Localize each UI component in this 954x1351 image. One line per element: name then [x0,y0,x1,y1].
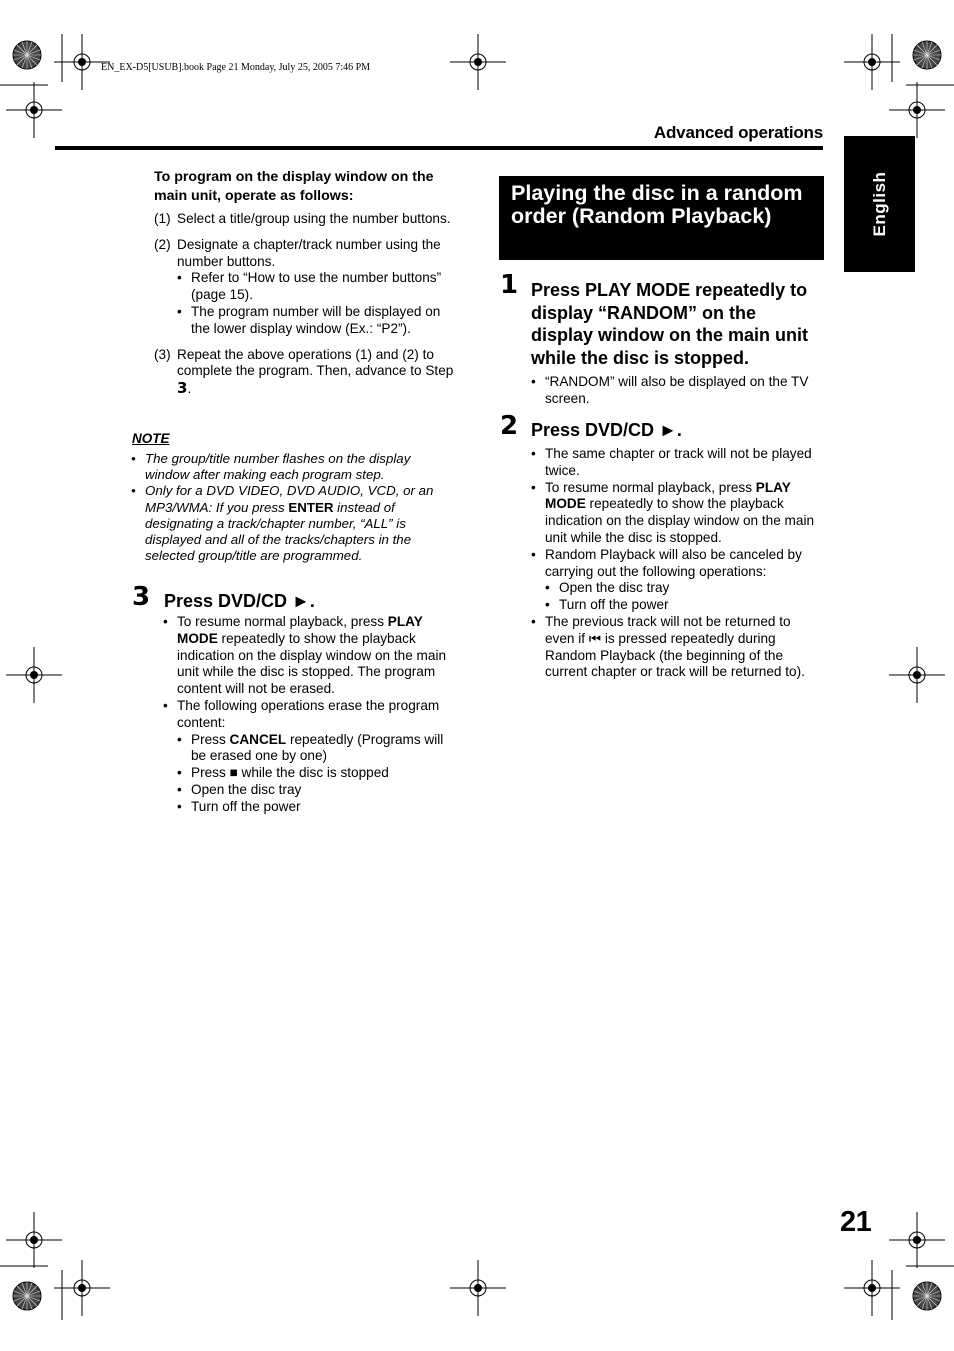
list-item: • The previous track will not be returned to even if ⏮ is pressed repeatedly during Random Playback (the beginning of the current chapter or track will be returned to). [531,613,805,680]
step-reference: 3 [177,379,188,398]
list-item: • “RANDOM” will also be displayed on the TV screen. [531,374,809,406]
program-step-number: (2) [154,236,171,252]
list-item: • The following operations erase the program content: • Press CANCEL repeatedly (Programs will be erased one by one) • Press ■ while the disc is stopped • Open the disc tray • Turn off the power [163,698,455,816]
section-title-box [499,176,824,260]
print-header: EN_EX-D5[USUB].book Page 21 Monday, July 25, 2005 7:46 PM [101,62,371,73]
program-step-number: (1) [154,211,171,226]
intro-heading: To program on the display window on the main unit, operate as follows: [154,169,434,204]
step-3-title: Press DVD/CD ►. [164,591,315,611]
section-title: Playing the disc in a random order (Random Playback) [511,181,803,228]
step-2-bullets [531,446,823,681]
sub-list-item: • Press ■ while the disc is stopped [177,765,389,781]
note-list [131,451,453,564]
step-1-title: Press PLAY MODE repeatedly to display “RANDOM” on the display window on the main unit while the disc is stopped. [531,280,809,368]
note-item: • Only for a DVD VIDEO, DVD AUDIO, VCD, or an MP3/WMA: If you press ENTER instead of designating a track/chapter number, “ALL” is displayed and all of the tracks/chapters in the selected group/title are programmed. [131,483,434,564]
step-3-bullets [163,614,455,816]
program-steps [154,211,454,398]
program-step-1 [154,211,454,228]
header-rule [55,146,823,150]
previous-track-icon: ⏮ [588,630,602,646]
list-item: • Refer to “How to use the number buttons” (page 15). [177,270,442,303]
sub-list-item: • Open the disc tray [177,781,302,797]
step-3-number: 3 [132,582,151,612]
list-item: • The same chapter or track will not be played twice. [531,446,812,478]
sub-list-item: • Open the disc tray [545,580,670,596]
program-step-text: Designate a chapter/track number using the number buttons. [177,236,441,269]
list-item: • Random Playback will also be canceled by carrying out the following operations: • Open the disc tray • Turn off the power [531,547,823,614]
program-step-2 [154,237,454,338]
list-item: • The program number will be displayed on the lower display window (Ex.: “P2”). [177,303,441,336]
program-step-3 [154,347,454,398]
language-tab [844,136,915,272]
step-2-number: 2 [500,411,519,441]
step-1-bullets [531,374,823,408]
sub-list-item: • Press CANCEL repeatedly (Programs will be erased one by one) [177,731,444,764]
language-tab-label: English [869,171,889,237]
note-label: NOTE [132,431,170,446]
list-item: • To resume normal playback, press PLAY MODE repeatedly to show the playback indication on the display window on the main unit while the disc is stopped. The program content will not be erased. [163,614,447,697]
program-step-text: Repeat the above operations (1) and (2) to complete the program. Then, advance to Step 3. [177,346,454,398]
list-item: • To resume normal playback, press PLAY MODE repeatedly to show the playback indication on the display window on the main unit while the disc is stopped. [531,479,815,545]
program-step-number: (3) [154,346,171,362]
page-number: 21 [840,1206,872,1238]
program-step-text: Select a title/group using the number buttons. [177,211,451,226]
step-2-title: Press DVD/CD ►. [531,420,682,440]
sub-list-item: • Turn off the power [545,597,669,613]
step-1-number: 1 [500,270,519,300]
note-item: • The group/title number flashes on the display window after making each program step. [131,451,411,483]
section-header: Advanced operations [653,123,823,142]
sub-list-item: • Turn off the power [177,798,301,814]
